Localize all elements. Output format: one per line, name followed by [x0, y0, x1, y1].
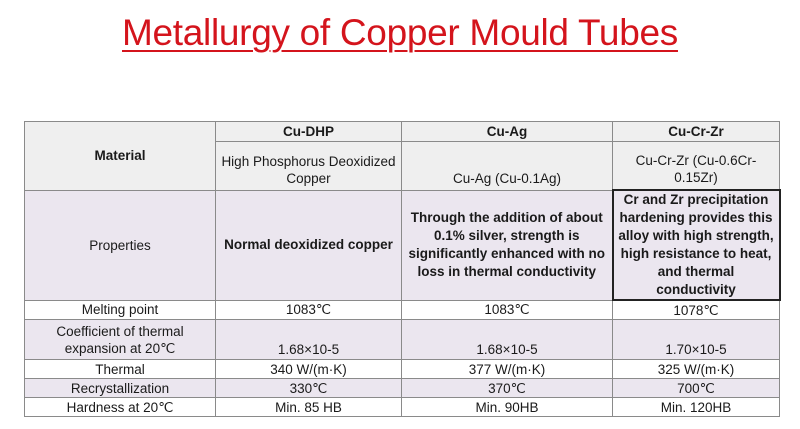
table-row: [25, 398, 780, 417]
table-cell: 340 W/(m·K): [216, 360, 402, 379]
table-cell: 377 W/(m·K): [402, 360, 613, 379]
table-cell: 1.70×10-5: [613, 320, 780, 360]
table-cell: 330℃: [216, 379, 402, 398]
table-cell: 700℃: [613, 379, 780, 398]
column-header-cu-dhp: Cu-DHP: [216, 122, 402, 142]
row-label: Thermal: [25, 360, 216, 379]
table-row: [25, 360, 780, 379]
table-cell: Min. 85 HB: [216, 398, 402, 417]
table-row: [25, 300, 780, 320]
page-title: Metallurgy of Copper Mould Tubes: [122, 12, 678, 53]
material-header-cell: Material: [25, 122, 216, 191]
row-label: Melting point: [25, 300, 216, 320]
table-cell: 325 W/(m·K): [613, 360, 780, 379]
table-cell: 1078℃: [613, 300, 780, 320]
table-row: [25, 320, 780, 360]
table-cell: 1083℃: [216, 300, 402, 320]
material-desc-cu-ag: Cu-Ag (Cu-0.1Ag): [402, 142, 613, 191]
table-cell: 1.68×10-5: [402, 320, 613, 360]
column-header-cu-cr-zr: Cu-Cr-Zr: [613, 122, 780, 142]
material-spec-table: [24, 121, 781, 417]
row-label: Properties: [25, 190, 216, 300]
material-desc-cu-cr-zr: Cu-Cr-Zr (Cu-0.6Cr-0.15Zr): [613, 142, 780, 191]
table-cell: 1.68×10-5: [216, 320, 402, 360]
table-cell: Min. 90HB: [402, 398, 613, 417]
row-label: Coefficient of thermal expansion at 20℃: [25, 320, 216, 360]
table-cell: Normal deoxidized copper: [216, 190, 402, 300]
table-cell: Min. 120HB: [613, 398, 780, 417]
row-label: Recrystallization: [25, 379, 216, 398]
material-desc-cu-dhp: High Phosphorus Deoxidized Copper: [216, 142, 402, 191]
row-label: Hardness at 20℃: [25, 398, 216, 417]
table-cell: 1083℃: [402, 300, 613, 320]
table-header-row: [25, 122, 780, 142]
table-cell-highlighted: Cr and Zr precipitation hardening provides this alloy with high strength, high resistance to heat, and thermal conductivity: [613, 190, 780, 300]
column-header-cu-ag: Cu-Ag: [402, 122, 613, 142]
properties-row: [25, 190, 780, 300]
table-cell: 370℃: [402, 379, 613, 398]
table-row: [25, 379, 780, 398]
table-cell: Through the addition of about 0.1% silver, strength is significantly enhanced with no loss in thermal conductivity: [402, 190, 613, 300]
